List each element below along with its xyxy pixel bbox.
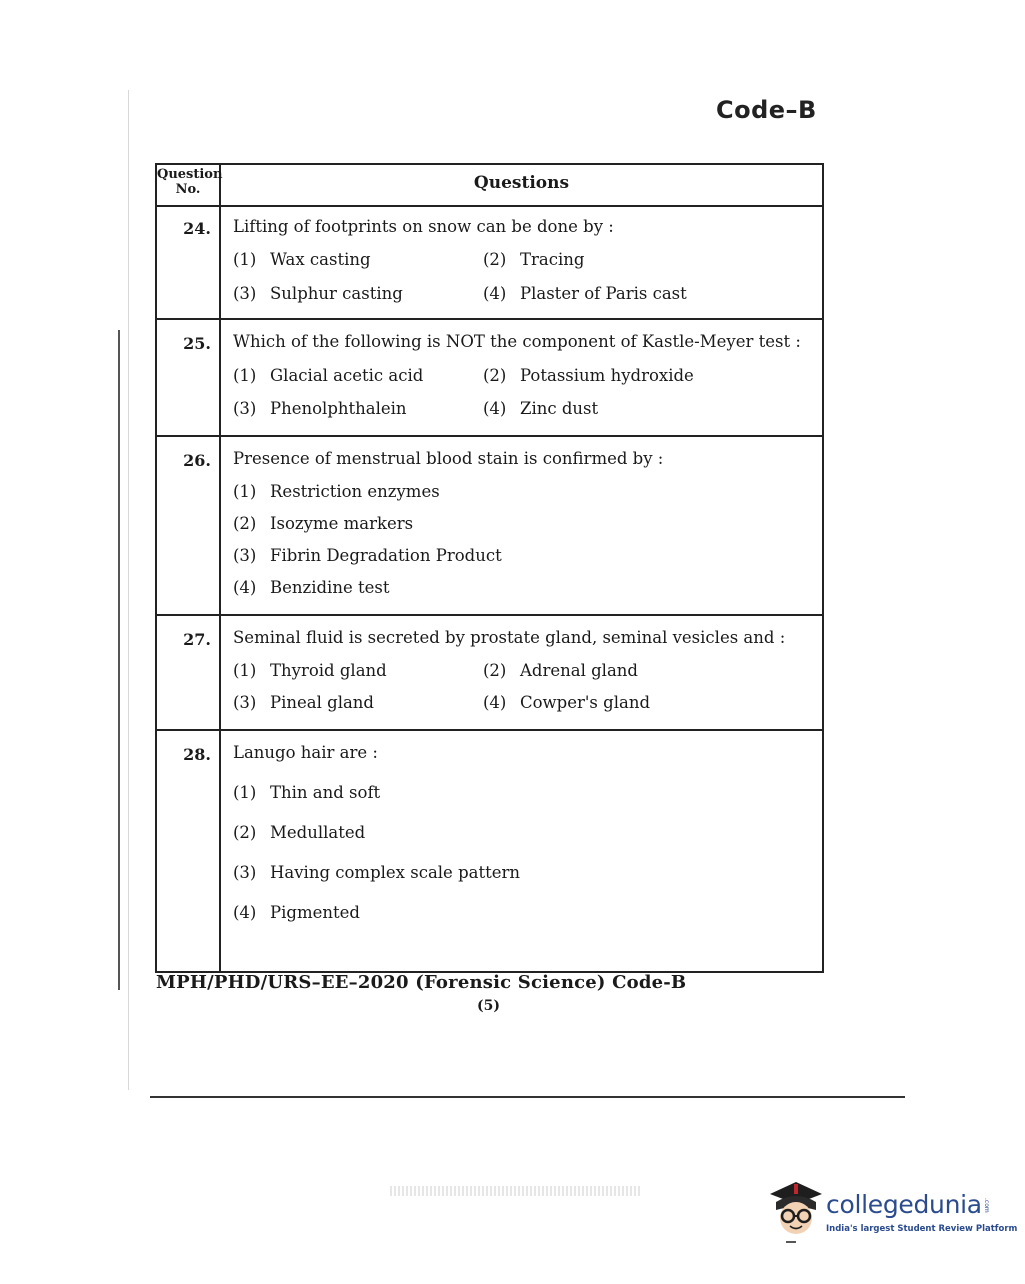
question-text: Which of the following is NOT the component of Kastle-Meyer test : — [233, 332, 801, 351]
option-label: Isozyme markers — [270, 514, 414, 533]
option-number: (1) — [233, 783, 257, 802]
questions-table — [155, 163, 824, 973]
option-label: Plaster of Paris cast — [520, 284, 687, 303]
option-label: Zinc dust — [520, 399, 599, 418]
header-question-no — [157, 167, 223, 197]
option-label: Glacial acetic acid — [270, 366, 424, 385]
question-row-28 — [157, 731, 822, 971]
option-number: (3) — [233, 399, 257, 418]
option-2 — [483, 250, 584, 269]
option-number: (3) — [233, 284, 257, 303]
option-number: (1) — [233, 661, 257, 680]
option-1 — [233, 366, 423, 385]
logo-tagline: India's largest Student Review Platform — [826, 1224, 1018, 1234]
option-label: Phenolphthalein — [270, 399, 407, 418]
option-number: (2) — [483, 250, 507, 269]
option-3 — [233, 399, 407, 418]
question-number: 28. — [183, 745, 211, 764]
option-label: Thyroid gland — [270, 661, 387, 680]
header-questions: Questions — [473, 173, 570, 193]
option-number: (3) — [233, 693, 257, 712]
question-number: 27. — [183, 630, 211, 649]
option-2 — [233, 823, 365, 842]
table-header-row — [157, 165, 822, 207]
option-number: (4) — [233, 903, 257, 922]
page-number: (5) — [477, 998, 500, 1014]
option-number: (2) — [483, 661, 507, 680]
option-number: (4) — [483, 399, 507, 418]
option-label: Fibrin Degradation Product — [270, 546, 502, 565]
option-number: (3) — [233, 546, 257, 565]
option-label: Restriction enzymes — [270, 482, 440, 501]
option-1 — [233, 250, 371, 269]
option-1 — [233, 783, 380, 802]
question-number: 24. — [183, 219, 211, 238]
option-number: (2) — [233, 514, 257, 533]
option-number: (4) — [483, 693, 507, 712]
question-row-27 — [157, 616, 822, 731]
question-row-24 — [157, 205, 822, 320]
option-number: (3) — [233, 863, 257, 882]
option-number: (1) — [233, 250, 257, 269]
question-text: Lanugo hair are : — [233, 743, 378, 762]
option-4 — [483, 693, 650, 712]
scan-edge-shadow — [128, 90, 129, 1090]
question-number: 25. — [183, 334, 211, 353]
scan-edge-line — [118, 330, 120, 990]
option-1 — [233, 482, 440, 501]
header-question-no-line2: No. — [175, 182, 201, 197]
option-4 — [483, 284, 687, 303]
question-text: Seminal fluid is secreted by prostate gland, seminal vesicles and : — [233, 628, 786, 647]
option-2 — [483, 661, 638, 680]
option-3 — [233, 693, 374, 712]
option-label: Thin and soft — [270, 783, 381, 802]
option-number: (4) — [233, 578, 257, 597]
option-label: Cowper's gland — [520, 693, 651, 712]
option-label: Wax casting — [270, 250, 371, 269]
option-4 — [233, 578, 389, 597]
option-1 — [233, 661, 387, 680]
question-text: Lifting of footprints on snow can be done by : — [233, 217, 614, 236]
option-label: Tracing — [520, 250, 585, 269]
paper-code-header: Code–B — [716, 96, 817, 124]
option-3 — [233, 863, 520, 882]
option-label: Sulphur casting — [270, 284, 403, 303]
option-number: (1) — [233, 366, 257, 385]
bottom-rule — [150, 1096, 905, 1098]
option-label: Pigmented — [270, 903, 360, 922]
option-4 — [483, 399, 598, 418]
option-label: Potassium hydroxide — [520, 366, 694, 385]
collegedunia-logo — [766, 1176, 1018, 1246]
option-number: (2) — [483, 366, 507, 385]
option-number: (2) — [233, 823, 257, 842]
option-4 — [233, 903, 360, 922]
option-label: Adrenal gland — [520, 661, 638, 680]
mascot-icon — [766, 1176, 824, 1246]
option-3 — [233, 284, 403, 303]
option-number: (4) — [483, 284, 507, 303]
option-2 — [483, 366, 694, 385]
footer-paper-code: MPH/PHD/URS–EE–2020 (Forensic Science) Code-B — [156, 972, 687, 993]
header-question-no-line1: Question — [157, 167, 223, 182]
logo-domain-suffix: .com — [983, 1198, 990, 1213]
question-row-25 — [157, 320, 822, 437]
option-number: (1) — [233, 482, 257, 501]
option-label: Having complex scale pattern — [270, 863, 521, 882]
scan-smudge — [390, 1186, 640, 1196]
option-label: Benzidine test — [270, 578, 390, 597]
option-3 — [233, 546, 502, 565]
option-label: Medullated — [270, 823, 366, 842]
option-2 — [233, 514, 413, 533]
logo-wordmark: collegedunia — [826, 1190, 982, 1219]
question-text: Presence of menstrual blood stain is confirmed by : — [233, 449, 664, 468]
question-row-26 — [157, 437, 822, 616]
question-number: 26. — [183, 451, 211, 470]
option-label: Pineal gland — [270, 693, 374, 712]
